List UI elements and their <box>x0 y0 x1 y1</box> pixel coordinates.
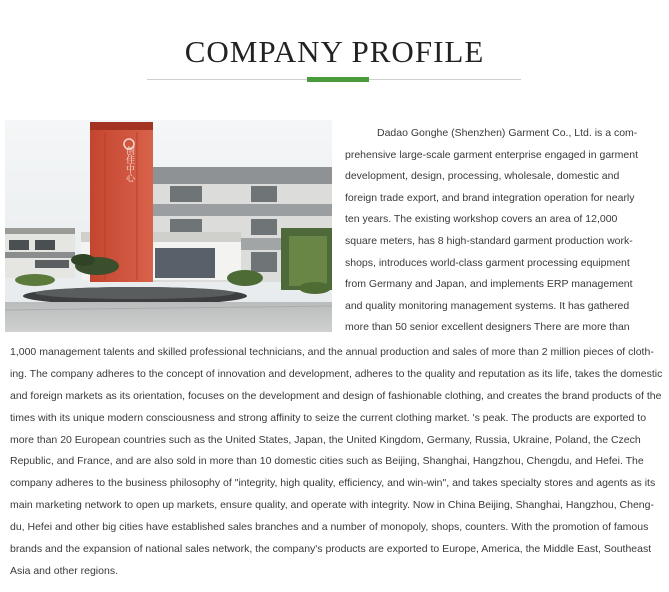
text-line: more than 50 senior excellent designers There are more than <box>345 321 630 334</box>
tower-sign-text: 创佳中心 <box>124 146 134 182</box>
text-line: foreign trade export, and brand integration operation for nearly <box>345 191 635 204</box>
company-building-photo <box>5 120 332 332</box>
text-line: development, design, processing, wholesale, domestic and <box>345 170 620 183</box>
text-line: from Germany and Japan, and implements ERP management <box>345 278 633 291</box>
text-line: Republic, and France, and are also sold in more than 10 domestic cities such as Beijing, Shanghai, Hangzhou, Chengdu, and Hefei. The <box>10 455 644 468</box>
text-line: main marketing network to open up markets, ensure quality, and operate with integrity. Now in China Beijing, Shanghai, Hangzhou, Cheng- <box>10 499 654 512</box>
text-line: ing. The company adheres to the concept of innovation and development, adheres to the quality and reputation as its life, takes the domestic <box>10 367 663 380</box>
text-line: and quality monitoring management systems. It has gathered <box>345 299 630 312</box>
text-line: ten years. The existing workshop covers an area of 12,000 <box>345 213 618 226</box>
text-line: 1,000 management talents and skilled professional technicians, and the annual production and sales of more than 2 million pieces of cloth- <box>10 346 654 358</box>
text-line: brands and the expansion of national sales network, the company's products are exported to Europe, America, the Middle East, Southeast <box>10 543 652 556</box>
text-line: company adheres to the business philosophy of "integrity, high quality, efficiency, and win-win", and takes specialty stores and agents as its <box>10 477 656 490</box>
text-line: du, Hefei and other big cities have established sales branches and a number of monopoly, shops, counters. With the promotion of famous <box>10 521 649 534</box>
text-line: Asia and other regions. <box>10 564 118 577</box>
title-accent-bar <box>307 77 369 82</box>
intro-paragraph-side <box>345 123 661 339</box>
text-line: Dadao Gonghe (Shenzhen) Garment Co., Ltd. is a com- <box>377 127 638 139</box>
page-title: COMPANY PROFILE <box>184 34 485 69</box>
text-line: times with its unique modern consciousness and strong affinity to seize the current clothing market. 's peak. The products are exported to <box>10 411 647 424</box>
text-line: more than 20 European countries such as the United States, Japan, the United Kingdom, Germany, Russia, Ukraine, Poland, the Czech <box>10 433 641 446</box>
text-line: square meters, has 8 high-standard garment production work- <box>345 234 633 247</box>
text-line: shops, introduces world-class garment processing equipment <box>345 256 630 269</box>
text-line: and foreign markets as its orientation, focuses on the development and design of fashionable clothing, and creates the brand products of the <box>10 389 662 402</box>
text-line: prehensive large-scale garment enterprise engaged in garment <box>345 148 639 161</box>
intro-paragraph-full <box>10 342 663 583</box>
